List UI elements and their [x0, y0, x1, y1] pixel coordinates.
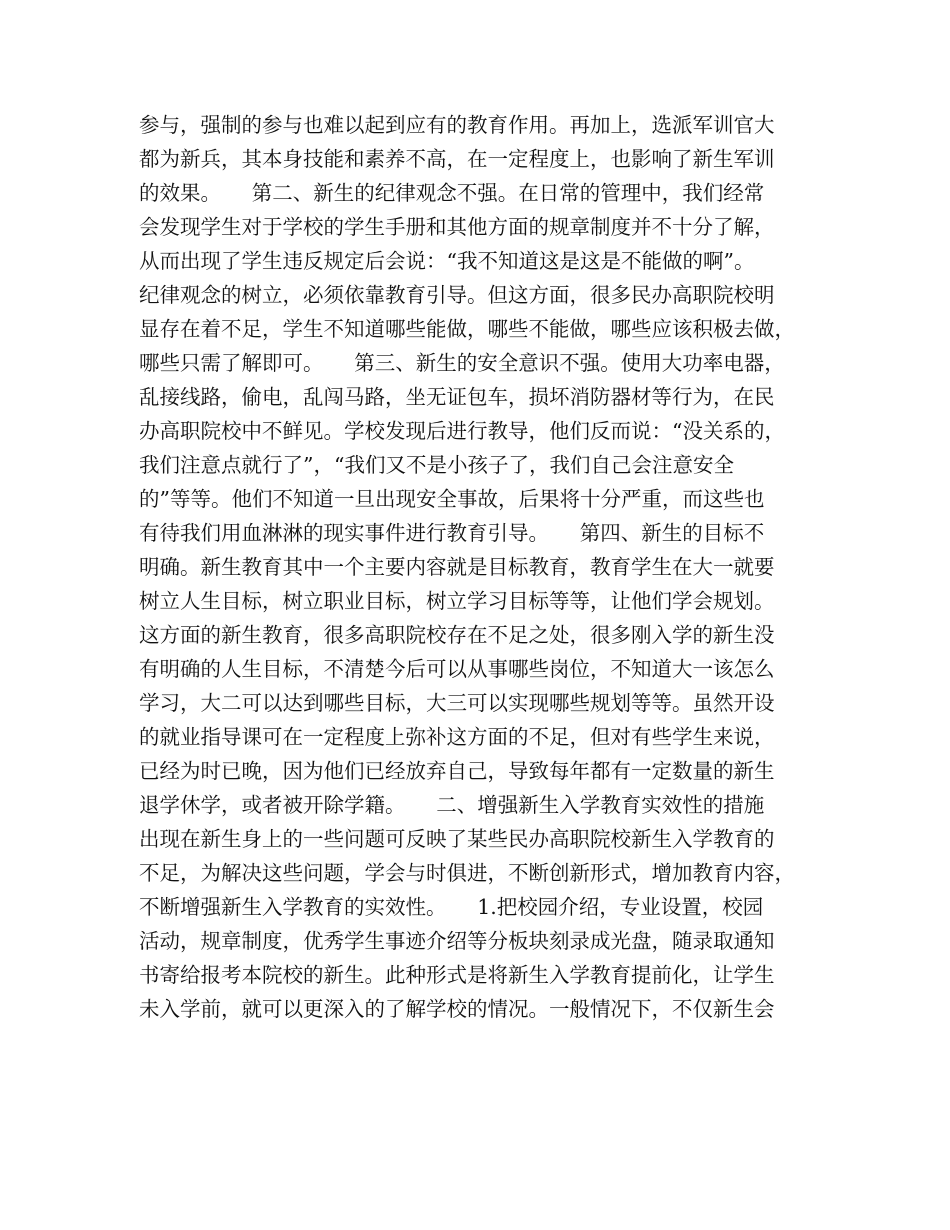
text-line: 会发现学生对于学校的学生手册和其他方面的规章制度并不十分了解， — [139, 215, 775, 239]
text-line: 显存在着不足，学生不知道哪些能做，哪些不能做，哪些应该积极去做， — [139, 317, 795, 341]
text-line: 纪律观念的树立，必须依靠教育引导。但这方面，很多民办高职院校明 — [139, 283, 775, 307]
text-line: 不足，为解决这些问题，学会与时俱进，不断创新形式，增加教育内容， — [139, 861, 795, 885]
text-line: 已经为时已晚，因为他们已经放弃自己，导致每年都有一定数量的新生 — [139, 759, 775, 783]
text-line: 都为新兵，其本身技能和素养不高，在一定程度上，也影响了新生军训 — [139, 147, 775, 171]
text-line: 乱接线路，偷电，乱闯马路，坐无证包车，损坏消防器材等行为，在民 — [139, 385, 775, 409]
body-text — [139, 108, 829, 1026]
text-line: 树立人生目标，树立职业目标，树立学习目标等等，让他们学会规划。 — [139, 589, 775, 613]
text-line: 有明确的人生目标，不清楚今后可以从事哪些岗位，不知道大一该怎么 — [139, 657, 775, 681]
text-line: 这方面的新生教育，很多高职院校存在不足之处，很多刚入学的新生没 — [139, 623, 775, 647]
text-line: 我们注意点就行了”，“我们又不是小孩子了，我们自己会注意安全 — [139, 453, 734, 477]
text-line: 学习，大二可以达到哪些目标，大三可以实现哪些规划等等。虽然开设 — [139, 691, 775, 715]
text-line: 从而出现了学生违反规定后会说：“我不知道这是这是不能做的啊”。 — [139, 249, 755, 273]
text-line: 出现在新生身上的一些问题可反映了某些民办高职院校新生入学教育的 — [139, 827, 775, 851]
text-line: 的效果。 第二、新生的纪律观念不强。在日常的管理中，我们经常 — [139, 181, 765, 205]
text-line: 有待我们用血淋淋的现实事件进行教育引导。 第四、新生的目标不 — [139, 521, 765, 545]
text-line: 明确。新生教育其中一个主要内容就是目标教育，教育学生在大一就要 — [139, 555, 775, 579]
text-line: 书寄给报考本院校的新生。此种形式是将新生入学教育提前化，让学生 — [139, 963, 775, 987]
text-line: 的”等等。他们不知道一旦出现安全事故，后果将十分严重，而这些也 — [139, 487, 765, 511]
text-line: 哪些只需了解即可。 第三、新生的安全意识不强。使用大功率电器， — [139, 351, 785, 375]
text-line: 的就业指导课可在一定程度上弥补这方面的不足，但对有些学生来说， — [139, 725, 775, 749]
text-line: 活动，规章制度，优秀学生事迹介绍等分板块刻录成光盘，随录取通知 — [139, 929, 775, 953]
text-line: 不断增强新生入学教育的实效性。 1.把校园介绍，专业设置，校园 — [139, 895, 764, 919]
text-line: 参与，强制的参与也难以起到应有的教育作用。再加上，选派军训官大 — [139, 113, 775, 137]
text-line: 未入学前，就可以更深入的了解学校的情况。一般情况下，不仅新生会 — [139, 997, 775, 1021]
text-line: 办高职院校中不鲜见。学校发现后进行教导，他们反而说：“没关系的， — [139, 419, 785, 443]
text-line: 退学休学，或者被开除学籍。 二、增强新生入学教育实效性的措施 — [139, 793, 765, 817]
